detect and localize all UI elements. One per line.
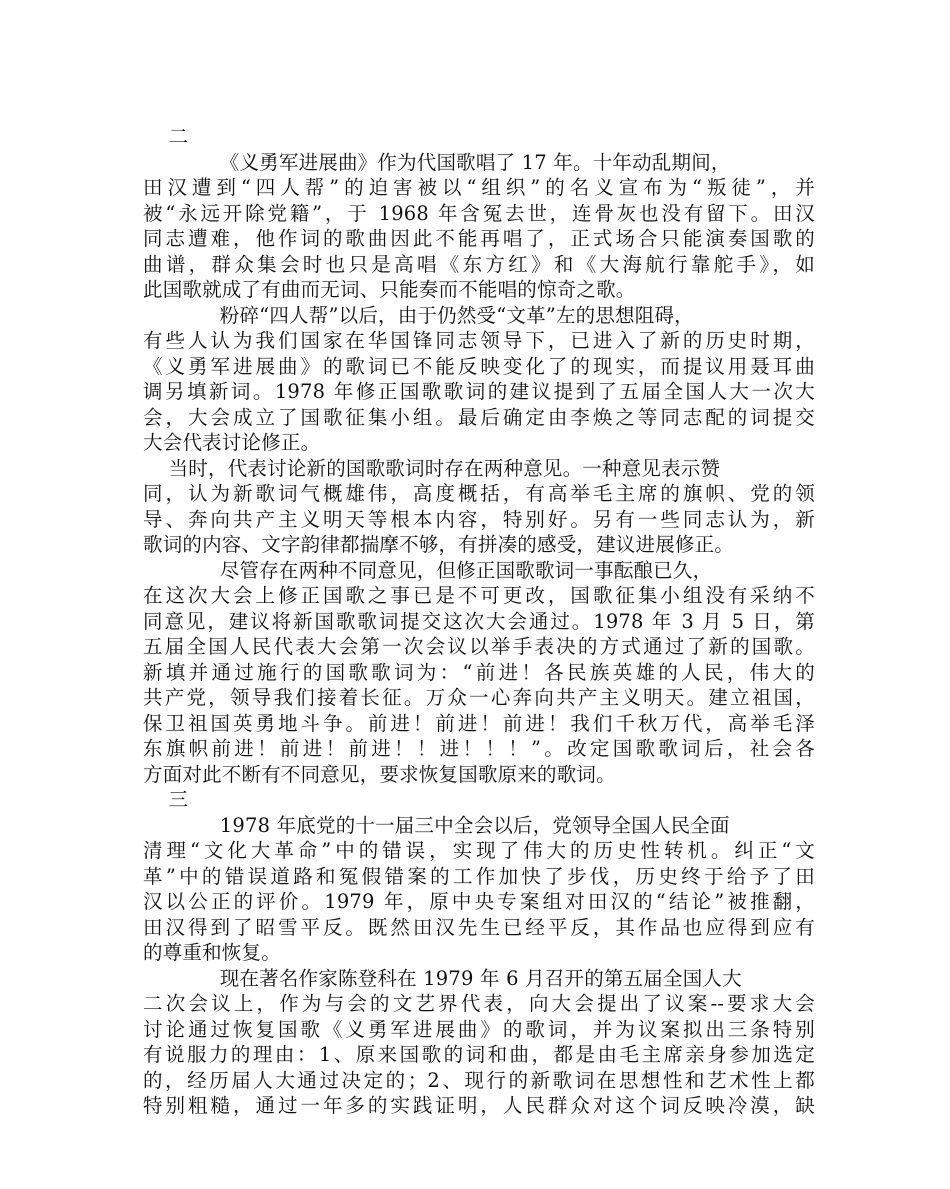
text-line: 新填并通过施行的国歌歌词为：“前进！各民族英雄的人民，伟大的 [143, 660, 815, 684]
text-line: 《义勇军进展曲》作为代国歌唱了 17 年。十年动乱期间， [143, 150, 731, 174]
text-line: 当时，代表讨论新的国歌歌词时存在两种意见。一种意见表示赞 [143, 456, 721, 480]
text-line: 保卫祖国英勇地斗争。前进！前进！前进！我们千秋万代，高举毛泽 [143, 711, 815, 735]
text-line: 革”中的错误道路和冤假错案的工作加快了步伐，历史终于给予了田 [143, 864, 815, 888]
text-line: 歌词的内容、文字韵律都揣摩不够，有拼凑的感受，建议进展修正。 [143, 533, 735, 556]
text-line: 同，认为新歌词气概雄伟，高度概括，有高举毛主席的旗帜、党的领 [143, 482, 815, 505]
text-line: 在这次大会上修正国歌之事已是不可更改，国歌征集小组没有采纳不 [143, 584, 815, 607]
text-line: 同志遭难，他作词的歌曲因此不能再唱了，正式场合只能演奏国歌的 [143, 227, 815, 250]
text-line: 粉碎“四人帮”以后，由于仍然受“文革”左的思想阻碍， [143, 303, 694, 327]
text-line: 的，经历届人大通过决定的；2、现行的新歌词在思想性和艺术性上都 [143, 1068, 815, 1092]
text-line: 曲谱，群众集会时也只是高唱《东方红》和《大海航行靠舵手》，如 [143, 252, 815, 276]
text-line: 《义勇军进展曲》的歌词已不能反映变化了的现实，而提议用聂耳曲 [143, 354, 815, 378]
text-line: 汉以公正的评价。1979 年，原中央专案组对田汉的“结论”被推翻， [143, 890, 815, 913]
text-line: 1978 年底党的十一届三中全会以后，党领导全国人民全面 [143, 813, 730, 837]
text-line: 田汉遭到“四人帮”的迫害被以“组织”的名义宣布为“叛徒”，并 [143, 176, 815, 199]
text-line: 导、奔向共产主义明天等根本内容，特别好。另有一些同志认为，新 [143, 507, 815, 531]
text-line: 田汉得到了昭雪平反。既然田汉先生已经平反，其作品也应得到应有 [143, 915, 815, 939]
text-line: 清理“文化大革命”中的错误，实现了伟大的历史性转机。纠正“文 [143, 839, 815, 862]
text-line: 现在著名作家陈登科在 1979 年 6 月召开的第五届全国人大 [143, 966, 742, 990]
text-line: 大会代表讨论修正。 [143, 431, 321, 454]
text-line: 特别粗糙，通过一年多的实践证明，人民群众对这个词反映冷漠，缺 [143, 1094, 815, 1117]
text-line: 此国歌就成了有曲而无词、只能奏而不能唱的惊奇之歌。 [143, 278, 636, 301]
text-line: 五届全国人民代表大会第一次会议以举手表决的方式通过了新的国歌。 [143, 635, 815, 658]
text-line: 同意见，建议将新国歌歌词提交这次大会通过。1978 年 3 月 5 日，第 [143, 609, 815, 633]
text-line: 被“永远开除党籍”，于 1968 年含冤去世，连骨灰也没有留下。田汉 [143, 201, 815, 225]
text-line: 有些人认为我们国家在华国锋同志领导下，已进入了新的历史时期， [143, 329, 815, 352]
document-body [143, 124, 815, 1119]
text-line: 有说服力的理由：1、原来国歌的词和曲，都是由毛主席亲身参加选定 [143, 1043, 815, 1066]
text-line: 调另填新词。1978 年修正国歌歌词的建议提到了五届全国人大一次大 [143, 380, 815, 403]
text-line: 方面对此不断有不同意见，要求恢复国歌原来的歌词。 [143, 762, 616, 786]
text-line: 共产党，领导我们接着长征。万众一心奔向共产主义明天。建立祖国， [143, 686, 815, 709]
text-line: 讨论通过恢复国歌《义勇军进展曲》的歌词，并为议案拟出三条特别 [143, 1017, 815, 1041]
text-line: 尽管存在两种不同意见，但修正国歌歌词一事酝酿已久， [143, 558, 713, 582]
text-line: 东旗帜前进！前进！前进！！进！！！”。改定国歌歌词后，社会各 [143, 737, 815, 760]
text-line: 会，大会成立了国歌征集小组。最后确定由李焕之等同志配的词提交 [143, 405, 815, 429]
text-line: 的尊重和恢复。 [143, 941, 281, 964]
text-line: 二 [143, 125, 189, 148]
text-line: 二次会议上，作为与会的文艺界代表，向大会提出了议案--要求大会 [143, 992, 815, 1015]
text-line: 三 [143, 788, 189, 811]
